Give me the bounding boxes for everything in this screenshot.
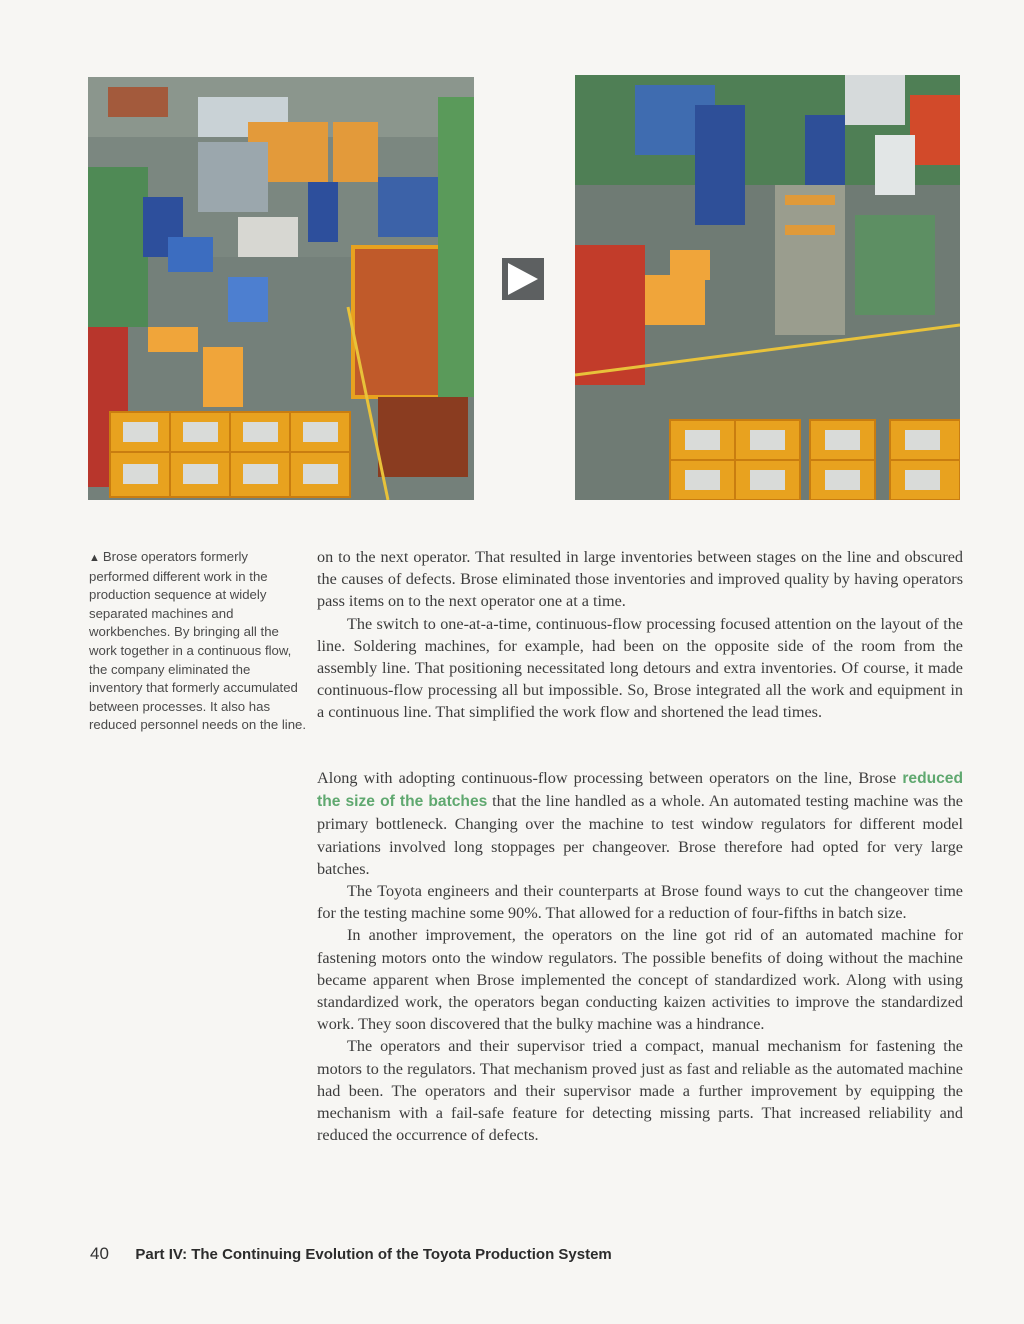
- triangle-up-icon: ▲: [89, 552, 100, 564]
- play-arrow-icon: [502, 258, 544, 300]
- factory-after-photo: [575, 75, 960, 500]
- page-footer: [90, 1244, 612, 1264]
- running-title: Part IV: The Continuing Evolution of the Toyota Production System: [135, 1246, 612, 1263]
- photo-caption: [89, 548, 307, 735]
- paragraph-2: The switch to one-at-a-time, continuous-flow processing focused attention on the layout of the line. Soldering machines, for example, had been on the opposite side of the room from the assembly line. That positioning necessitated long detours and extra inventories. Of course, it made continuous-flow processing all but impossible. So, Brose integrated all the work and equipment in a continuous line. That simplified the work flow and shortened the lead times.: [317, 614, 963, 722]
- paragraph-3-start: Along with adopting continuous-flow processing between operators on the line, Brose: [317, 769, 903, 787]
- paragraph-5: In another improvement, the operators on the line got rid of an automated machine for fastening motors onto the window regulators. The possible benefits of doing without the machine became apparent when Brose implemented the concept of standardized work. Along with using standardized work, the operators began conducting kaizen activities to improve the standardized work. They soon discovered that the bulky machine was a hindrance.: [317, 926, 963, 1034]
- body-text-block-2: [317, 767, 963, 1146]
- paragraph-6: The operators and their supervisor tried a compact, manual mechanism for fastening the motors to the regulators. That mechanism proved just as fast and reliable as the automated machine had been. The operators and their supervisor made a further improvement by equipping the mechanism with a fail-safe feature for detecting missing parts. That increased reliability and reduced the occurrence of defects.: [317, 1037, 963, 1145]
- caption-text: Brose operators formerly performed different work in the production sequence at widely separated machines and workbenches. By bringing all the work together in a continuous flow, the company eliminated the inventory that formerly accumulated between processes. It also has reduced personnel needs on the line.: [89, 549, 307, 733]
- paragraph-3-end: that the line handled as a whole. An automated testing machine was the primary bottleneck. Changing over the machine to test window regulators for different model variations involved long stoppages per changeover. Brose therefore had opted for very large batches.: [317, 792, 963, 878]
- paragraph-4: The Toyota engineers and their counterparts at Brose found ways to cut the changeover time for the testing machine some 90%. That allowed for a reduction of four-fifths in batch size.: [317, 882, 963, 923]
- factory-before-photo: [88, 77, 474, 500]
- paragraph-1: on to the next operator. That resulted in large inventories between stages on the line and obscured the causes of defects. Brose eliminated those inventories and improved quality by having operators pass items on to the next operator one at a time.: [317, 548, 963, 611]
- highlight-term: reduced the size of the batches: [317, 770, 963, 811]
- body-text-block-1: [317, 546, 963, 724]
- paragraph-3: [317, 767, 963, 880]
- page-number: 40: [90, 1244, 109, 1263]
